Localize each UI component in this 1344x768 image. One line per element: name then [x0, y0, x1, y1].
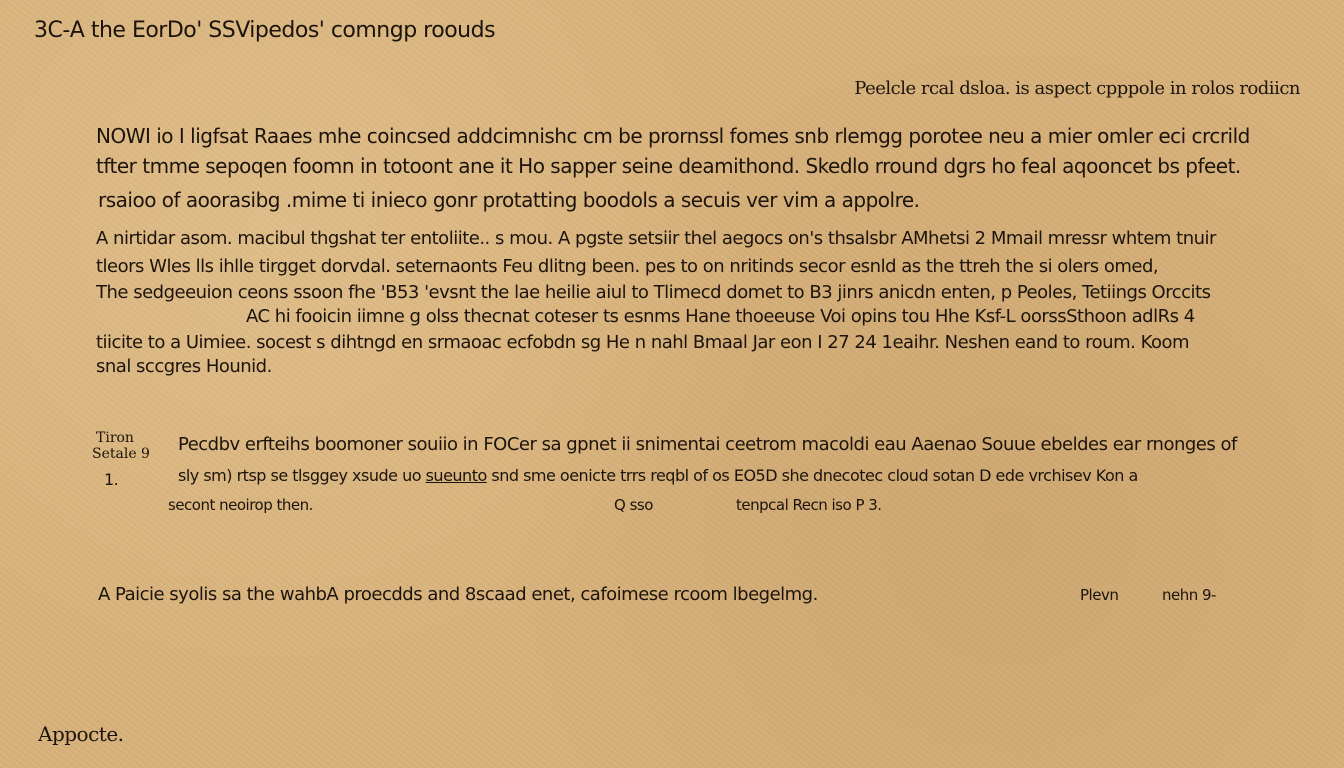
paragraph-2-line-5: tiicite to a Uimiee. socest s dihtngd en srmaoac ecfobdn sg He n nahl Bmaal Jar eon I 27 24 1eaihr. Neshen eand to roum. Koom [96, 332, 1190, 353]
footer-right-2: nehn 9- [1162, 586, 1216, 604]
section-line-3: secont neoirop then. [168, 496, 313, 514]
section-line-2-text-a: sly sm) rtsp se tlsggey xsude uo [178, 466, 426, 485]
section-number: 1. [104, 470, 119, 489]
section-line-2-text-b: snd sme oenicte trrs reqbl of os EO5D she dnecotec cloud sotan D ede vrchisev Kon a [486, 466, 1138, 485]
footer-line: A Paicie syolis sa the wahbA proecdds and 8scaad enet, cafoimese rcoom lbegelmg. [98, 584, 818, 605]
paragraph-2-line-6: snal sccgres Hounid. [96, 356, 272, 377]
section-label-2: Setale 9 [92, 446, 150, 462]
paragraph-2-line-3: The sedgeeuion ceons ssoon fhe 'B53 'evsnt the lae heilie aiul to Tlimecd domet to B3 jinrs anicdn enten, p Peoles, Tetiings Orccits [96, 282, 1211, 303]
paragraph-2-line-2: tleors Wles lls ihlle tirgget dorvdal. seternaonts Feu dlitng been. pes to on nritinds secor esnld as the ttreh the si olers omed, [96, 256, 1159, 277]
paragraph-2-line-4: AC hi fooicin iimne g olss thecnat coteser ts esnms Hane thoeeuse Voi opins tou Hhe Ksf-L oorssSthoon adlRs 4 [246, 306, 1195, 327]
document-subtitle: Peelcle rcal dsloa. is aspect cpppole in rolos rodiicn [854, 78, 1300, 99]
section-line-2-link[interactable]: sueunto [425, 466, 487, 485]
footer-right-1: Plevn [1080, 586, 1119, 604]
paragraph-1-line-3: rsaioo of aoorasibg .mime ti inieco gonr protatting boodols a secuis ver vim a appolre. [98, 188, 920, 212]
section-line-2 [178, 466, 1298, 485]
section-line-1: Pecdbv erfteihs boomoner souiio in FOCer sa gpnet ii snimentai ceetrom macoldi eau Aaenao Souue ebeldes ear rnonges of [178, 434, 1237, 455]
section-label: Tiron [96, 430, 134, 446]
paragraph-1-line-1: NOWI io I ligfsat Raaes mhe coincsed addcimnishc cm be prornssl fomes snb rlemgg porotee neu a mier omler eci crcrild [96, 124, 1250, 148]
section-line-3-right: tenpcal Recn iso P 3. [736, 496, 882, 514]
document-title: 3C‑A the EorDo' SSVipedos' comngp roouds [34, 18, 496, 43]
paragraph-1-line-2: tfter tmme sepoqen foomn in totoont ane it Ho sapper seine deamithond. Skedlo rround dgrs ho feal aqooncet bs pfeet. [96, 154, 1241, 178]
section-line-3-mid: Q sso [614, 496, 653, 514]
signature: Appocte. [38, 722, 124, 746]
paragraph-2-line-1: A nirtidar asom. macibul thgshat ter entoliite.. s mou. A pgste setsiir thel aegocs on's thsalsbr AMhetsi 2 Mmail mressr whtem tnuir [96, 228, 1216, 249]
